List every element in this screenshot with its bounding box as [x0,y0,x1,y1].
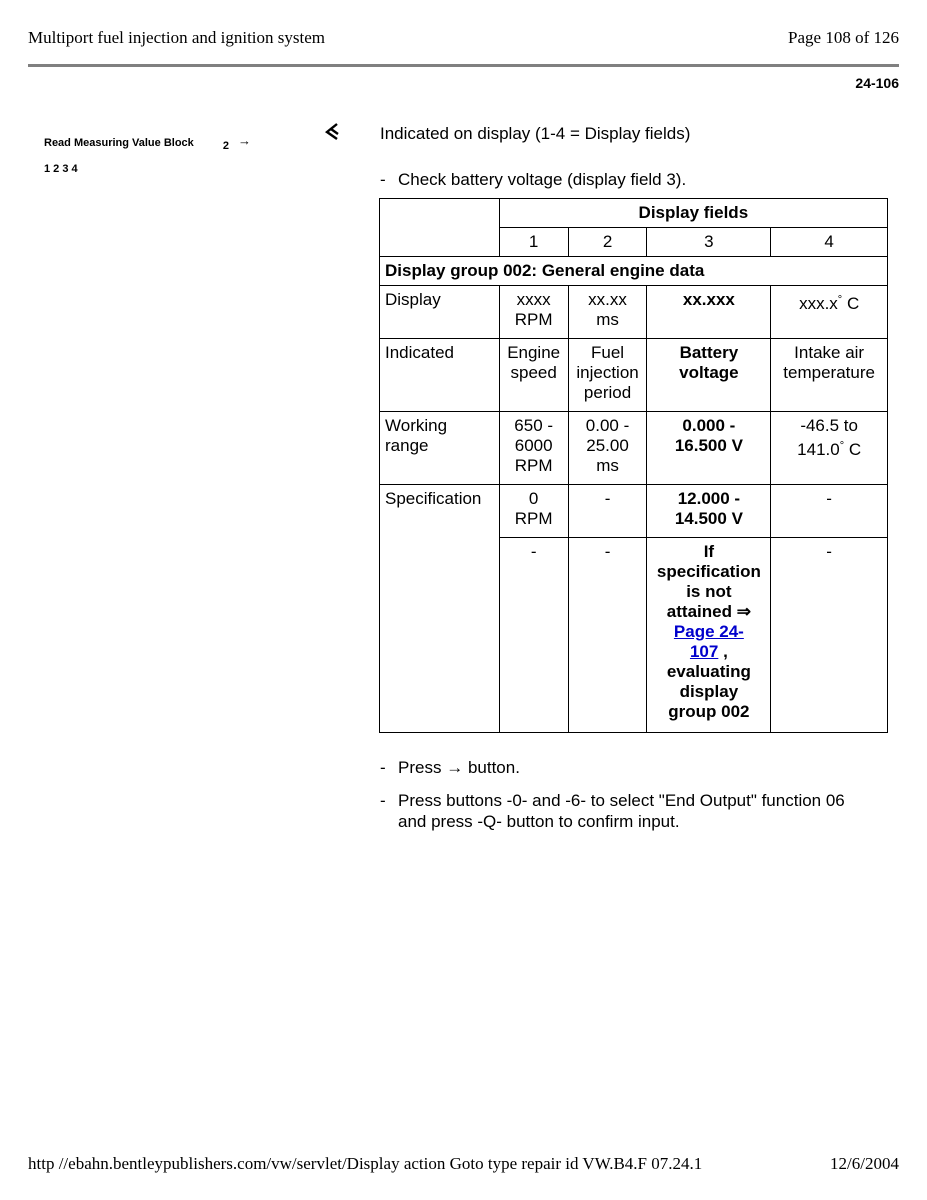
display-fields-header: Display fields [499,199,887,228]
table-row [380,286,888,339]
table-row [380,339,888,412]
indicated-cell-3: Battery voltage [647,339,771,412]
footer-url: http //ebahn.bentleypublishers.com/vw/servlet/Display action Goto type repair id VW.B4.F 07.24.1 [28,1154,703,1173]
spec-cell-2: - [568,485,647,538]
step-dash: - [380,758,386,777]
tester-display-group: 2 [222,140,229,152]
field-number-2: 2 [568,228,647,257]
page-24-107-link[interactable]: Page 24- 107 [673,622,744,661]
row-label-specification: Specification [380,485,500,733]
spec-cell-1: 0 RPM [499,485,568,538]
working-cell-3: 0.000 - 16.500 V [647,412,771,485]
right-arrow-icon: → [238,133,252,148]
spec-cell-3: 12.000 - 14.500 V [647,485,771,538]
header-divider [28,64,899,67]
row-label-indicated: Indicated [380,339,500,412]
display-cell-2: xx.xx ms [568,286,647,339]
page-code: 24-106 [855,75,899,91]
page-info: Page 108 of 126 [788,28,899,47]
intro-text: Indicated on display (1-4 = Display fields) [380,124,691,143]
working-cell-2: 0.00 - 25.00 ms [568,412,647,485]
display-cell-3: xx.xxx [647,286,771,339]
extra-cell-4: - [771,538,888,733]
extra-cell-1: - [499,538,568,733]
table-corner-cell [380,199,500,257]
step-text: Check battery voltage (display field 3). [398,170,687,189]
step-press-arrow: - Press → button. [380,758,520,777]
field-number-4: 4 [771,228,888,257]
table-row [380,485,888,538]
tester-display-line1: Read Measuring Value Block [44,137,194,149]
display-group-title: Display group 002: General engine data [380,257,888,286]
step-dash: - [380,170,386,189]
document-title: Multiport fuel injection and ignition system [28,28,325,47]
step-check-battery [380,169,686,190]
indicated-cell-2: Fuel injection period [568,339,647,412]
footer-date: 12/6/2004 [830,1154,899,1173]
field-number-3: 3 [647,228,771,257]
working-cell-4: -46.5 to 141.0° C [771,412,888,485]
tester-display [44,133,251,175]
display-cell-4: xxx.x° C [771,286,888,339]
extra-cell-3: If specification is not attained ⇒ Page 24- 107 , evaluating display group 002 [647,538,771,733]
right-arrow-icon: → [446,758,464,777]
step-dash: - [380,791,386,810]
double-arrow-icon: ⇒ [736,602,751,621]
display-cell-1: xxxx RPM [499,286,568,339]
row-label-display: Display [380,286,500,339]
indicated-cell-1: Engine speed [499,339,568,412]
pointer-icon [323,121,341,141]
step-end-output: - Press buttons -0- and -6- to select "End Output" function 06 and press -Q- button to confirm input. [380,791,845,831]
field-number-1: 1 [499,228,568,257]
spec-cell-4: - [771,485,888,538]
extra-cell-2: - [568,538,647,733]
tester-display-line2: 1 2 3 4 [44,163,78,175]
row-label-working-range: Working range [380,412,500,485]
indicated-cell-4: Intake air temperature [771,339,888,412]
display-fields-table [379,198,888,733]
table-row [380,412,888,485]
working-cell-1: 650 - 6000 RPM [499,412,568,485]
